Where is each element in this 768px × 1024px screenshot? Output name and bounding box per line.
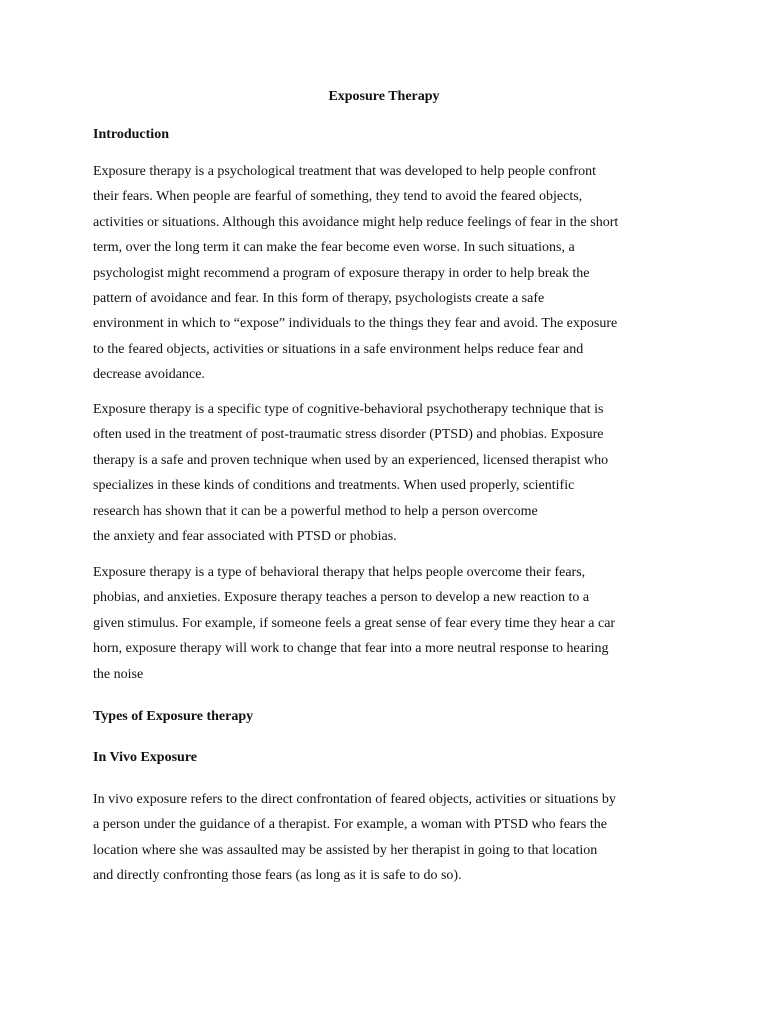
text-line: pattern of avoidance and fear. In this form of therapy, psychologists create a safe [93, 291, 545, 307]
text-line: given stimulus. For example, if someone feels a great sense of fear every time they hear a car [93, 615, 616, 631]
section-heading-introduction: Introduction [93, 127, 169, 142]
section-heading-in-vivo: In Vivo Exposure [93, 750, 197, 765]
paragraph-in-vivo-1 [93, 787, 683, 889]
text-line: a person under the guidance of a therapist. For example, a woman with PTSD who fears the [93, 817, 607, 833]
text-line: often used in the treatment of post-traumatic stress disorder (PTSD) and phobias. Exposure [93, 427, 604, 443]
text-line: and directly confronting those fears (as long as it is safe to do so). [93, 868, 462, 884]
document-title: Exposure Therapy [328, 89, 440, 104]
text-line: their fears. When people are fearful of something, they tend to avoid the feared objects, [93, 189, 583, 205]
text-line: activities or situations. Although this avoidance might help reduce feelings of fear in the short [93, 214, 619, 230]
text-line: Exposure therapy is a type of behavioral therapy that helps people overcome their fears, [93, 565, 586, 580]
text-line: research has shown that it can be a powerful method to help a person overcome [93, 503, 538, 519]
text-line: Exposure therapy is a specific type of cognitive-behavioral psychotherapy technique that is [93, 402, 604, 417]
text-line: phobias, and anxieties. Exposure therapy teaches a person to develop a new reaction to a [93, 590, 590, 606]
text-line: to the feared objects, activities or situations in a safe environment helps reduce fear and [93, 341, 584, 357]
text-line: decrease avoidance. [93, 367, 205, 383]
text-line: Exposure therapy is a psychological treatment that was developed to help people confront [93, 164, 597, 179]
paragraph-intro-3 [93, 560, 683, 687]
text-line: In vivo exposure refers to the direct confrontation of feared objects, activities or situations by [93, 792, 616, 807]
paragraph-intro-1 [93, 159, 683, 388]
text-line: environment in which to “expose” individuals to the things they fear and avoid. The exposure [93, 316, 618, 332]
text-line: location where she was assaulted may be assisted by her therapist in going to that location [93, 842, 598, 858]
text-line: term, over the long term it can make the fear become even worse. In such situations, a [93, 240, 575, 256]
text-line: therapy is a safe and proven technique when used by an experienced, licensed therapist who [93, 452, 609, 468]
paragraph-intro-2 [93, 397, 683, 549]
text-line: horn, exposure therapy will work to change that fear into a more neutral response to hearing [93, 641, 609, 657]
text-line: specializes in these kinds of conditions and treatments. When used properly, scientific [93, 478, 575, 494]
text-line: the anxiety and fear associated with PTSD or phobias. [93, 529, 397, 545]
text-line: psychologist might recommend a program of exposure therapy in order to help break the [93, 265, 590, 281]
text-line: the noise [93, 666, 144, 682]
section-heading-types: Types of Exposure therapy [93, 709, 254, 724]
